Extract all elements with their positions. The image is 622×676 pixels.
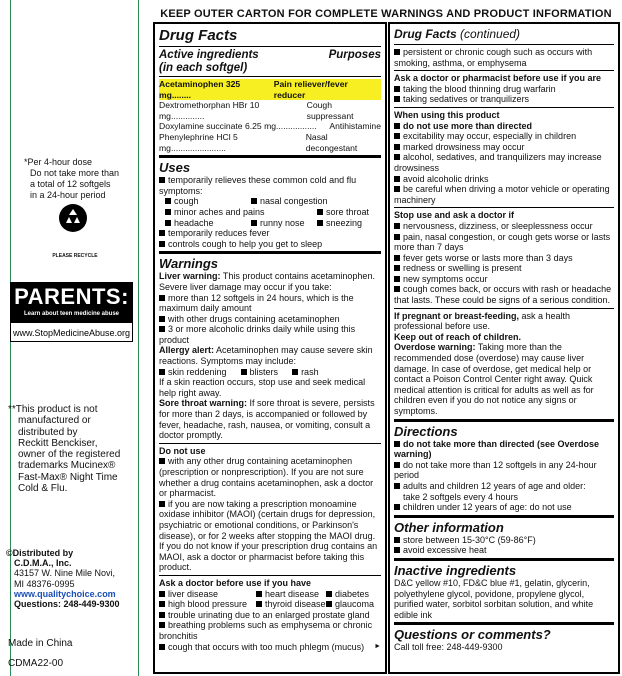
recycle-icon [58, 203, 88, 233]
questions-phone: Questions: 248-449-9300 [14, 599, 120, 610]
bullet-icon [394, 144, 400, 150]
divider [394, 419, 614, 422]
dose-note-line: in a 24-hour period [30, 190, 106, 200]
bullet-icon [394, 276, 400, 282]
bullet-icon [394, 441, 400, 447]
symptom: cough [165, 196, 251, 207]
symptom: sneezing [317, 218, 387, 229]
bullet-icon [256, 601, 262, 607]
symptoms-grid [159, 196, 381, 228]
bullet-icon [394, 537, 400, 543]
ingredient-row [159, 79, 381, 100]
sore-throat-warning: Sore throat warning: If sore throat is severe, persists for more than 2 days, is accompanied or followed by fever, headache, rash, nausea, or vomiting, consult a doctor promptly. [159, 398, 375, 441]
product-note-line: owner of the registered [18, 449, 121, 461]
divider [394, 622, 614, 625]
uses-item: temporarily reduces fever [159, 228, 381, 239]
directions-subitem: take 2 softgels every 4 hours [403, 491, 519, 502]
distributor-block [6, 548, 141, 609]
dose-note-line: Do not take more than [30, 168, 120, 178]
bullet-icon [317, 209, 323, 215]
bullet-icon [394, 504, 400, 510]
pharmacist-item: taking sedatives or tranquilizers [394, 94, 614, 105]
stop-use-item: fever gets worse or lasts more than 3 days [394, 253, 614, 264]
ingredient-leader: ....................... [170, 142, 226, 153]
stop-use-item: nervousness, dizziness, or sleeplessness occur [394, 221, 614, 232]
condition: liver disease [159, 589, 256, 600]
allergy-item: skin reddening [159, 367, 227, 378]
dose-note-line: a total of 12 softgels [30, 179, 111, 189]
ingredient-purpose: Nasal decongestant [305, 131, 358, 153]
bullet-icon [159, 601, 165, 607]
ingredient-name: Doxylamine succinate 6.25 mg [159, 121, 277, 132]
bullet-icon [251, 220, 257, 226]
divider [394, 207, 614, 208]
bullet-icon [394, 223, 400, 229]
bullet-icon [394, 462, 400, 468]
ingredient-purpose: Antihistamine [329, 121, 381, 132]
company-website[interactable]: www.qualitychoice.com [14, 588, 116, 599]
condition: thyroid disease [256, 599, 326, 610]
company-name: C.D.M.A., Inc. [14, 558, 72, 569]
allergy-item: rash [292, 367, 319, 378]
bullet-icon [159, 241, 165, 247]
bullet-icon [159, 644, 165, 650]
other-information-item: store between 15-30°C (59-86°F) [394, 535, 614, 546]
divider [159, 155, 381, 158]
bullet-icon [159, 316, 165, 322]
bullet-icon [159, 295, 165, 301]
bullet-icon [159, 612, 165, 618]
bullet-icon [394, 49, 400, 55]
drug-facts-panel-right [388, 22, 620, 674]
product-note [8, 404, 138, 494]
directions-title: Directions [394, 423, 458, 439]
bullet-icon [251, 198, 257, 204]
parents-url[interactable]: www.StopMedicineAbuse.org [10, 322, 133, 342]
product-note-line: **This product is not [8, 404, 98, 415]
divider [159, 46, 381, 47]
allergy-items [159, 367, 381, 378]
bullet-icon [394, 547, 400, 553]
allergy-item: blisters [241, 367, 279, 378]
when-using-item: excitability may occur, especially in children [394, 131, 614, 142]
bullet-icon [159, 230, 165, 236]
bullet-icon [159, 369, 165, 375]
allergy-after: If a skin reaction occurs, stop use and seek medical help right away. [159, 377, 366, 398]
address-line-2: MI 48376-0995 [14, 578, 75, 589]
uses-intro-text: temporarily relieves these common cold and flu symptoms: [159, 175, 357, 196]
symptom: headache [165, 218, 251, 229]
ask-doctor-title: Ask a doctor before use if you have [159, 577, 312, 588]
product-note-line: distributed by [18, 426, 78, 438]
when-using-item: be careful when driving a motor vehicle or operating machinery [394, 184, 610, 205]
top-banner: KEEP OUTER CARTON FOR COMPLETE WARNINGS AND PRODUCT INFORMATION [160, 8, 612, 20]
divider [159, 443, 381, 444]
bullet-icon [394, 86, 400, 92]
drug-facts-title: Drug Facts [159, 27, 238, 44]
bullet-icon [394, 154, 400, 160]
recycle-label: PLEASE RECYCLE [52, 253, 98, 259]
ingredient-row [159, 100, 381, 121]
bullet-icon [165, 198, 171, 204]
directions-item: do not take more than directed (see Overdose warning) [394, 438, 600, 460]
parents-title: PARENTS: [14, 284, 129, 309]
bullet-icon [394, 483, 400, 489]
dose-note-line: *Per 4-hour dose [24, 157, 93, 167]
condition: glaucoma [326, 599, 386, 610]
overdose-warning: Overdose warning: Taking more than the recommended dose (overdose) may cause liver damage. In case of overdose, get medical help or contact a Poison Control Center right away. Quick medical attention is critical for adults as well as for children even if you do not notice any signs or symptoms. [394, 342, 594, 416]
condition: diabetes [326, 589, 386, 600]
bullet-icon [394, 96, 400, 102]
inactive-ingredients-title: Inactive ingredients [394, 562, 517, 578]
uses-item: controls cough to help you get to sleep [159, 239, 381, 250]
product-note-line: Fast-Max® Night Time [18, 471, 118, 483]
condition: high blood pressure [159, 599, 256, 610]
active-header [159, 49, 381, 62]
bullet-icon [159, 458, 165, 464]
ask-doctor-item: cough that occurs with too much phlegm (mucus) ► [159, 642, 381, 653]
questions-title: Questions or comments? [394, 627, 551, 643]
ingredient-purpose: Pain reliever/fever reducer [273, 79, 348, 100]
inactive-ingredients-text: D&C yellow #10, FD&C blue #1, gelatin, glycerin, polyethylene glycol, povidone, propylene glycol, purified water, sorbitol sorbitan solution, and white edible ink [394, 577, 594, 620]
parents-banner [10, 282, 133, 342]
when-using-item: avoid alcoholic drinks [394, 174, 614, 185]
ingredient-name: Dextromethorphan HBr 10 mg [159, 100, 260, 121]
other-information-item: avoid excessive heat [394, 545, 614, 556]
drug-facts-title: Drug Facts [394, 27, 457, 41]
ingredient-purpose: Cough suppressant [306, 100, 354, 121]
divider [394, 308, 614, 309]
allergy-alert: Allergy alert: Acetaminophen may cause severe skin reactions. Symptoms may include: [159, 345, 373, 367]
left-column [0, 0, 150, 676]
bullet-icon [394, 186, 400, 192]
bullet-icon [159, 177, 165, 183]
product-code: CDMA22-00 [8, 658, 64, 669]
uses-intro [159, 175, 381, 196]
continued-label: (continued) [456, 27, 521, 41]
bullet-icon [326, 591, 332, 597]
made-in: Made in China [8, 638, 73, 649]
when-using-item: marked drowsiness may occur [394, 142, 614, 153]
ingredient-name: Phenylephrine HCl 5 mg [159, 131, 238, 153]
ingredient-leader: ........ [171, 89, 191, 100]
when-using-item: alcohol, sedatives, and tranquilizers may increase drowsiness [394, 152, 602, 173]
do-not-use-item: if you are now taking a prescription monoamine oxidase inhibitor (MAOI) (certain drugs for depression, psychiatric or emotional conditions, or Parkinson's disease), or for 2 weeks after stopping the MAOI drug. If you do not know if your prescription drug contains an MAOI, ask a doctor or pharmacist before taking this product. [159, 498, 378, 573]
condition: heart disease [256, 589, 326, 600]
do-not-use-title: Do not use [159, 445, 206, 456]
bullet-icon [394, 123, 400, 129]
bullet-icon [292, 369, 298, 375]
stop-use-item: pain, nasal congestion, or cough gets worse or lasts more than 7 days [394, 231, 611, 253]
uses-title: Uses [159, 160, 191, 176]
liver-warning: Liver warning: This product contains acetaminophen. Severe liver damage may occur if you take: [159, 271, 375, 292]
bullet-icon [394, 133, 400, 139]
bullet-icon [394, 255, 400, 261]
continued-title [394, 27, 614, 42]
questions-text: Call toll free: 248-449-9300 [394, 642, 503, 653]
liver-item: with other drugs containing acetaminophen [159, 314, 381, 325]
bullet-icon [317, 220, 323, 226]
ingredient-leader: ................. [276, 121, 317, 132]
warnings-title: Warnings [159, 256, 218, 272]
bullet-icon [159, 622, 165, 628]
other-information-title: Other information [394, 519, 504, 535]
stop-use-item: new symptoms occur [394, 274, 614, 285]
directions-item: adults and children 12 years of age and older: [394, 481, 614, 492]
bullet-icon [256, 591, 262, 597]
ingredient-leader: .............. [170, 110, 205, 121]
ingredient-row [159, 121, 381, 132]
continue-arrow-icon: ► [374, 642, 381, 650]
divider [159, 76, 381, 77]
purposes-label: Purposes [328, 49, 381, 61]
directions-item: do not take more than 12 softgels in any 24-hour period [394, 459, 597, 481]
drug-facts-panel-left [153, 22, 387, 674]
ingredient-name: Acetaminophen 325 mg [159, 79, 241, 100]
pregnancy-warning: If pregnant or breast-feeding, ask a health professional before use. [394, 310, 571, 332]
bullet-icon [159, 591, 165, 597]
pharmacist-title: Ask a doctor or pharmacist before use if you are [394, 73, 602, 84]
keep-out-of-reach: Keep out of reach of children. [394, 331, 522, 342]
do-not-use-item: with any other drug containing acetaminophen (prescription or nonprescription). If you are not sure whether a drug contains acetaminophen, ask a doctor or pharmacist. [159, 456, 374, 499]
stop-use-title: Stop use and ask a doctor if [394, 210, 515, 221]
product-note-line: Reckitt Benckiser, [18, 437, 98, 449]
product-note-line: manufactured or [18, 415, 91, 427]
divider [394, 515, 614, 518]
ask-doctor-item: breathing problems such as emphysema or chronic bronchitis [159, 620, 373, 641]
bullet-icon [326, 601, 332, 607]
symptom: minor aches and pains [165, 207, 317, 218]
divider [394, 44, 614, 45]
parents-subtitle: Learn about teen medicine abuse [23, 311, 120, 317]
symptom: sore throat [317, 207, 387, 218]
bullet-icon [165, 209, 171, 215]
bullet-icon [394, 176, 400, 182]
pharmacist-item: taking the blood thinning drug warfarin [394, 84, 614, 95]
when-using-item: do not use more than directed [394, 121, 614, 132]
active-ingredients-label: Active ingredients [159, 49, 259, 61]
bullet-icon [165, 220, 171, 226]
liver-item: 3 or more alcoholic drinks daily while using this product [159, 324, 356, 345]
bullet-icon [394, 234, 400, 240]
product-note-line: trademarks Mucinex® [18, 460, 116, 472]
ask-doctor-grid [159, 589, 381, 610]
divider [394, 70, 614, 71]
liver-item: more than 12 softgels in 24 hours, which is the maximum daily amount [159, 292, 354, 314]
divider [394, 107, 614, 108]
ingredient-row [159, 132, 381, 153]
ask-doctor-item: trouble urinating due to an enlarged prostate gland [159, 610, 381, 621]
bullet-icon [394, 265, 400, 271]
product-note-line: Cold & Flu. [18, 483, 68, 495]
continued-item: persistent or chronic cough such as occurs with smoking, asthma, or emphysema [394, 47, 593, 68]
bullet-icon [159, 326, 165, 332]
symptom: runny nose [251, 218, 317, 229]
distributed-label: ©Distributed by [6, 548, 74, 558]
divider [159, 251, 381, 254]
stop-use-item: redness or swelling is present [394, 263, 614, 274]
active-subheader: (in each softgel) [159, 61, 248, 74]
bullet-icon [159, 501, 165, 507]
stop-use-item: cough comes back, or occurs with rash or headache that lasts. These could be signs of a serious condition. [394, 284, 612, 306]
when-using-title: When using this product [394, 109, 500, 120]
address-line-1: 43157 W. Nine Mile Novi, [14, 568, 116, 579]
bullet-icon [394, 286, 400, 292]
dose-note [24, 157, 144, 201]
bullet-icon [241, 369, 247, 375]
directions-item: children under 12 years of age: do not use [394, 502, 614, 513]
divider [159, 575, 381, 576]
divider [394, 558, 614, 561]
symptom: nasal congestion [251, 196, 387, 207]
